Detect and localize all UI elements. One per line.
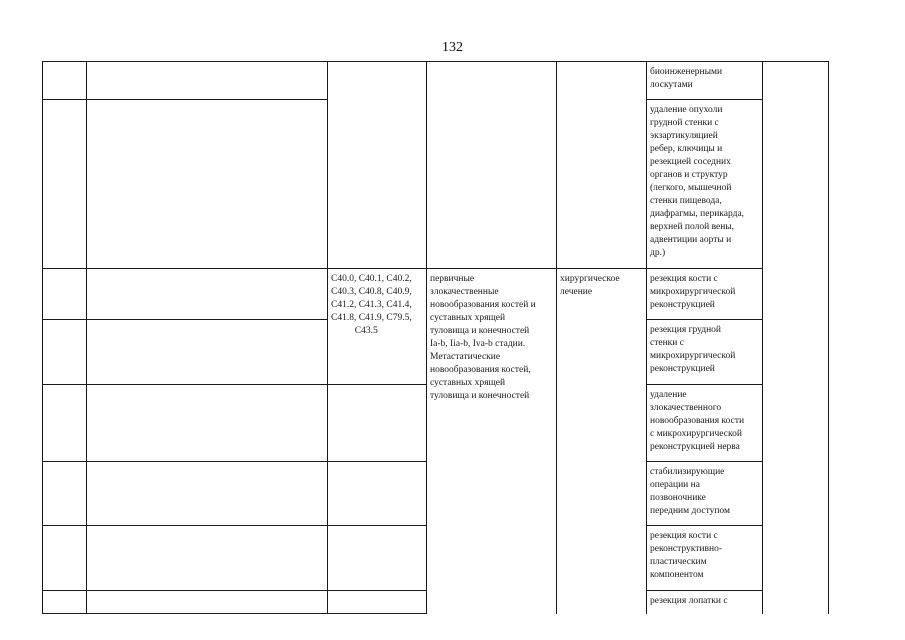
row-divider [42, 319, 327, 320]
row-divider [646, 384, 762, 385]
row-divider [646, 319, 762, 320]
row-divider [42, 384, 427, 385]
procedure-cell: резекция лопатки с [650, 596, 728, 606]
table-bottom-border [42, 613, 427, 614]
procedure-cell: стабилизирующие операции на позвоночнике передним доступом [650, 467, 731, 516]
column-divider [86, 61, 87, 614]
procedure-cell: удаление опухоли грудной стенки с экзартикуляцией ребер, ключицы и резекцией соседних органов и структур (легкого, мышечной стенки пищевода, диафрагмы, перикарда, верхней полой вены, адвентиции аорты и др.) [650, 105, 745, 258]
column-divider [646, 61, 647, 614]
table-left-border [42, 61, 43, 614]
page-number: 132 [442, 40, 463, 55]
row-divider [646, 99, 762, 100]
row-divider [42, 99, 327, 100]
column-divider [762, 61, 763, 614]
treatment-type-cell: хирургическое лечение [560, 274, 620, 297]
column-divider [556, 61, 557, 614]
diagnosis-codes-cell: С40.0, С40.1, С40.2, С40.3, С40.8, С40.9, С41.2, С41.3, С41.4, С41.8, С41.9, С79.5, С43.5 [331, 274, 412, 336]
row-divider [42, 590, 427, 591]
procedure-cell: биоинженерными лоскутами [650, 67, 723, 90]
table-top-border [42, 61, 829, 62]
row-divider [42, 461, 427, 462]
table-right-border [828, 61, 829, 614]
column-divider [426, 61, 427, 614]
disease-description-cell: первичные злокачественные новообразования костей и суставных хрящей туловища и конечностей Ia-b, Iia-b, Iva-b стадии. Метастатические новообразования костей, суставных хрящей туловища и конечностей [430, 274, 536, 401]
row-divider [646, 590, 762, 591]
row-divider [646, 461, 762, 462]
procedure-cell: удаление злокачественного новообразования кости с микрохирургической реконструкцией нерва [650, 390, 745, 452]
row-divider [42, 268, 762, 269]
row-divider [42, 525, 427, 526]
procedure-cell: резекция кости с реконструктивно- пластическим компонентом [650, 531, 723, 580]
procedure-cell: резекция кости с микрохирургической реконструкцией [650, 274, 736, 310]
procedure-cell: резекция грудной стенки с микрохирургической реконструкцией [650, 325, 736, 374]
row-divider [646, 525, 762, 526]
column-divider [327, 61, 328, 614]
